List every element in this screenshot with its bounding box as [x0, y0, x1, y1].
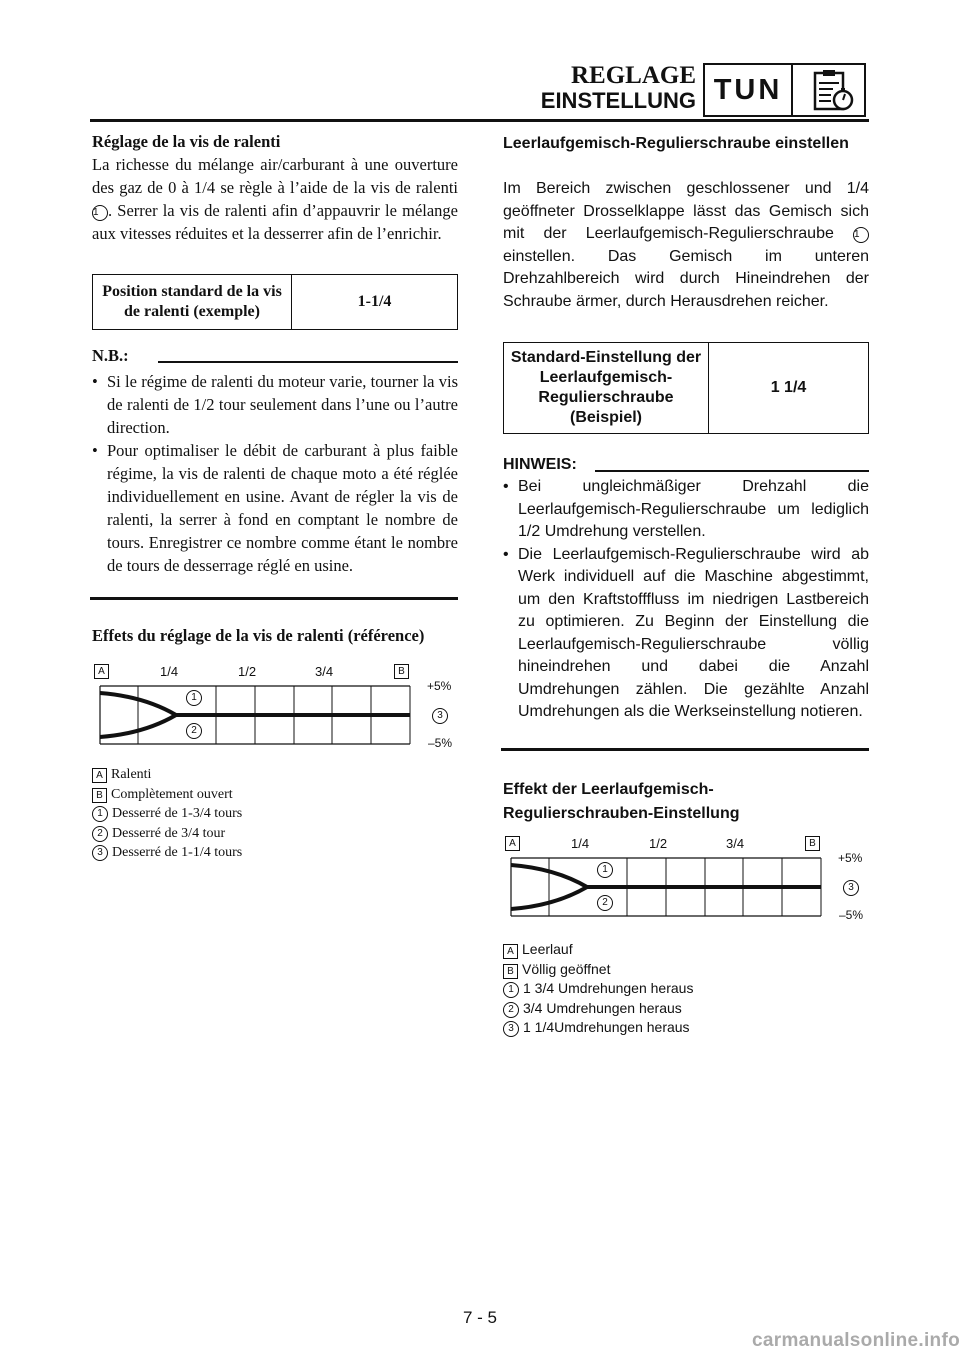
de-legend-item: A Leerlauf [503, 940, 869, 960]
fr-legend-item: 2 Desserré de 3/4 tour [92, 824, 458, 844]
watermark: carmanualsonline.info [752, 1330, 960, 1351]
fr-legend-item: A Ralenti [92, 765, 458, 785]
fr-legend-item: 1 Desserré de 1-3/4 tours [92, 804, 458, 824]
fr-legend-item: 3 Desserré de 1-1/4 tours [92, 843, 458, 863]
de-diagram-ref-2: 2 [597, 895, 613, 911]
de-diagram-ref-3: 3 [843, 880, 859, 896]
de-body-ref: 1 [853, 227, 869, 243]
header-rule [90, 119, 869, 122]
fr-note-item: • Si le régime de ralenti du moteur varie, tourner la vis de ralenti de 1/2 tour seulement dans l’une ou l’autre direction. [92, 370, 458, 439]
page-number: 7 - 5 [462, 1308, 498, 1327]
de-spec-value: 1 1/4 [709, 343, 869, 434]
fr-diagram-corner-b: B [394, 664, 409, 679]
fr-body-before: La richesse du mélange air/carburant à une ouverture des gaz de 0 à 1/4 se règle à l’aide de la vis de ralenti [92, 155, 458, 197]
de-diagram-tick: 1/2 [649, 836, 668, 851]
fr-heading: Réglage de la vis de ralenti [92, 132, 281, 151]
fr-spec-value: 1-1/4 [292, 275, 458, 330]
fr-diagram-ref-2: 2 [186, 723, 202, 739]
header-title-de: EINSTELLUNG [540, 88, 696, 113]
de-legend-item: 3 1 1/4Umdrehungen heraus [503, 1018, 869, 1038]
fr-legend [92, 765, 458, 863]
de-diagram-tick: 1/4 [571, 836, 590, 851]
de-body-before: Im Bereich zwischen geschlossener und 1/4 geöffneter Drosselklappe lässt das Gemisch sich mit der Leerlaufgemisch-Regulierschraube [503, 180, 869, 242]
de-legend-item: B Völlig geöffnet [503, 960, 869, 980]
fr-notes [92, 370, 458, 577]
de-diagram-minus: –5% [839, 908, 864, 922]
de-spec-table [503, 342, 869, 434]
fr-adjustment-diagram [92, 662, 462, 758]
fr-body-ref: 1 [92, 205, 108, 221]
fr-note-end-rule [90, 597, 458, 600]
de-diagram-ref-1: 1 [597, 862, 613, 878]
de-heading: Leerlaufgemisch-Regulierschraube einstellen [503, 135, 849, 152]
clipboard-stopwatch-icon [803, 69, 859, 113]
fr-diagram-plus: +5% [427, 679, 452, 693]
de-chart-title: Effekt der Leerlaufgemisch-Regulierschrauben-Einstellung [503, 781, 740, 822]
fr-diagram-minus: –5% [428, 736, 453, 750]
fr-body [92, 153, 458, 245]
fr-spec-label: Position standard de la vis de ralenti (exemple) [93, 275, 292, 330]
de-note-rule [595, 470, 869, 472]
de-body [503, 178, 869, 313]
header-title-fr: REGLAGE [570, 62, 696, 89]
de-body-after: einstellen. Das Gemisch im unteren Drehzahlbereich wird durch Hineindrehen der Schraube ärmer, durch Herausdrehen reicher. [503, 247, 869, 310]
de-note-item: • Bei ungleichmäßiger Drehzahl die Leerlaufgemisch-Regulierschraube um lediglich 1/2 Umdrehung verstellen. [503, 476, 869, 544]
fr-note-title: N.B.: [92, 346, 129, 365]
fr-diagram-ref-1: 1 [186, 690, 202, 706]
de-adjustment-diagram [503, 834, 873, 930]
de-diagram-corner-a: A [505, 836, 520, 851]
de-diagram-plus: +5% [838, 851, 863, 865]
de-note-title: HINWEIS: [503, 456, 577, 473]
de-spec-label: Standard-Einstellung der Leerlaufgemisch-Regulierschraube (Beispiel) [504, 343, 709, 434]
fr-diagram-tick: 1/4 [160, 664, 179, 679]
de-legend-item: 1 1 3/4 Umdrehungen heraus [503, 979, 869, 999]
de-diagram-corner-b: B [805, 836, 820, 851]
fr-spec-table [92, 274, 458, 330]
fr-chart-title: Effets du réglage de la vis de ralenti (référence) [92, 626, 425, 645]
fr-diagram-tick: 1/2 [238, 664, 257, 679]
fr-diagram-tick: 3/4 [315, 664, 334, 679]
header-code: TUN [705, 65, 793, 115]
fr-diagram-corner-a: A [94, 664, 109, 679]
fr-note-rule [158, 361, 458, 363]
fr-legend-item: B Complètement ouvert [92, 785, 458, 805]
de-legend [503, 940, 869, 1038]
de-note-end-rule [501, 748, 869, 751]
fr-body-after: . Serrer la vis de ralenti afin d’appauvrir le mélange aux vitesses réduites et la desserrer afin de l’enrichir. [92, 201, 458, 243]
de-diagram-tick: 3/4 [726, 836, 745, 851]
de-notes [503, 476, 869, 724]
fr-note-item: • Pour optimaliser le débit de carburant à plus faible régime, la vis de ralenti de chaque moto a été réglée individuellement en usine. Avant de régler la vis de ralenti, la serrer à fond en comptant le nombre de tours. Enregistrer ce nombre comme étant le nombre de tours de desserrage réglé en usine. [92, 439, 458, 577]
de-legend-item: 2 3/4 Umdrehungen heraus [503, 999, 869, 1019]
de-note-item: • Die Leerlaufgemisch-Regulierschraube wird ab Werk individuell auf die Maschine abgestimmt, um den Kraftstofffluss im niedrigen Lastbereich zu optimieren. Zu Beginn der Einstellung die Leerlaufgemisch-Regulierschraube völlig hineindrehen und dabei die Anzahl Umdrehungen zählen. Die gezählte Anzahl Umdrehungen als die Werkseinstellung notieren. [503, 544, 869, 724]
fr-diagram-ref-3: 3 [432, 708, 448, 724]
